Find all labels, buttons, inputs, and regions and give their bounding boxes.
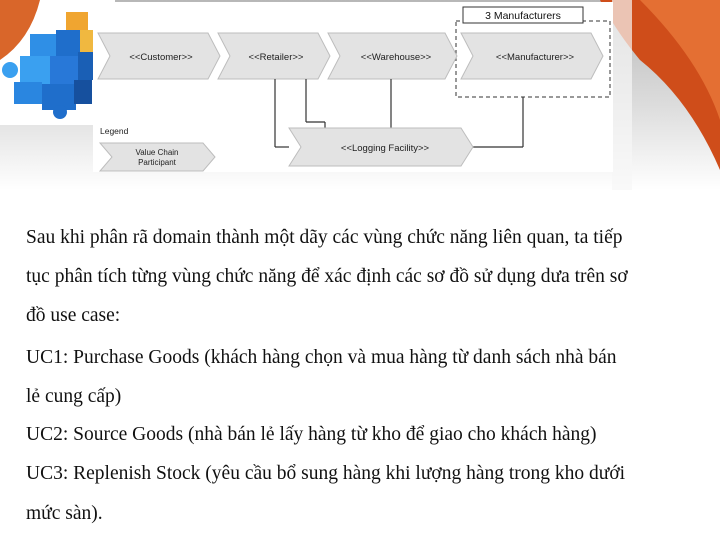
warehouse-label: <<Warehouse>> [360, 52, 432, 63]
customer-label: <<Customer>> [129, 52, 193, 63]
intro-line-2: tục phân tích từng vùng chức năng để xác định các sơ đồ sử dụng dưa trên sơ [26, 266, 628, 287]
uc1-line-2: lẻ cung cấp) [26, 386, 122, 407]
legend-item-line2: Participant [138, 158, 176, 167]
logging-facility-label: <<Logging Facility>> [340, 143, 430, 154]
manufacturer-label: <<Manufacturer>> [495, 52, 575, 63]
intro-line-3: đồ use case: [26, 305, 121, 326]
uc2-line: UC2: Source Goods (nhà bán lẻ lấy hàng từ kho để giao cho khách hàng) [26, 424, 597, 445]
uc1-line-1: UC1: Purchase Goods (khách hàng chọn và mua hàng từ danh sách nhà bán [26, 347, 617, 368]
legend-item-line1: Value Chain [135, 148, 179, 157]
manufacturers-label: 3 Manufacturers [485, 10, 561, 22]
legend-title: Legend [100, 126, 129, 136]
retailer-label: <<Retailer>> [248, 52, 304, 63]
intro-line-1: Sau khi phân rã domain thành một dãy các vùng chức năng liên quan, ta tiếp [26, 227, 623, 248]
uc3-line-1: UC3: Replenish Stock (yêu cầu bổ sung hàng khi lượng hàng trong kho dưới [26, 463, 626, 484]
value-chain-diagram [93, 2, 613, 172]
uc3-line-2: mức sàn). [26, 503, 103, 524]
